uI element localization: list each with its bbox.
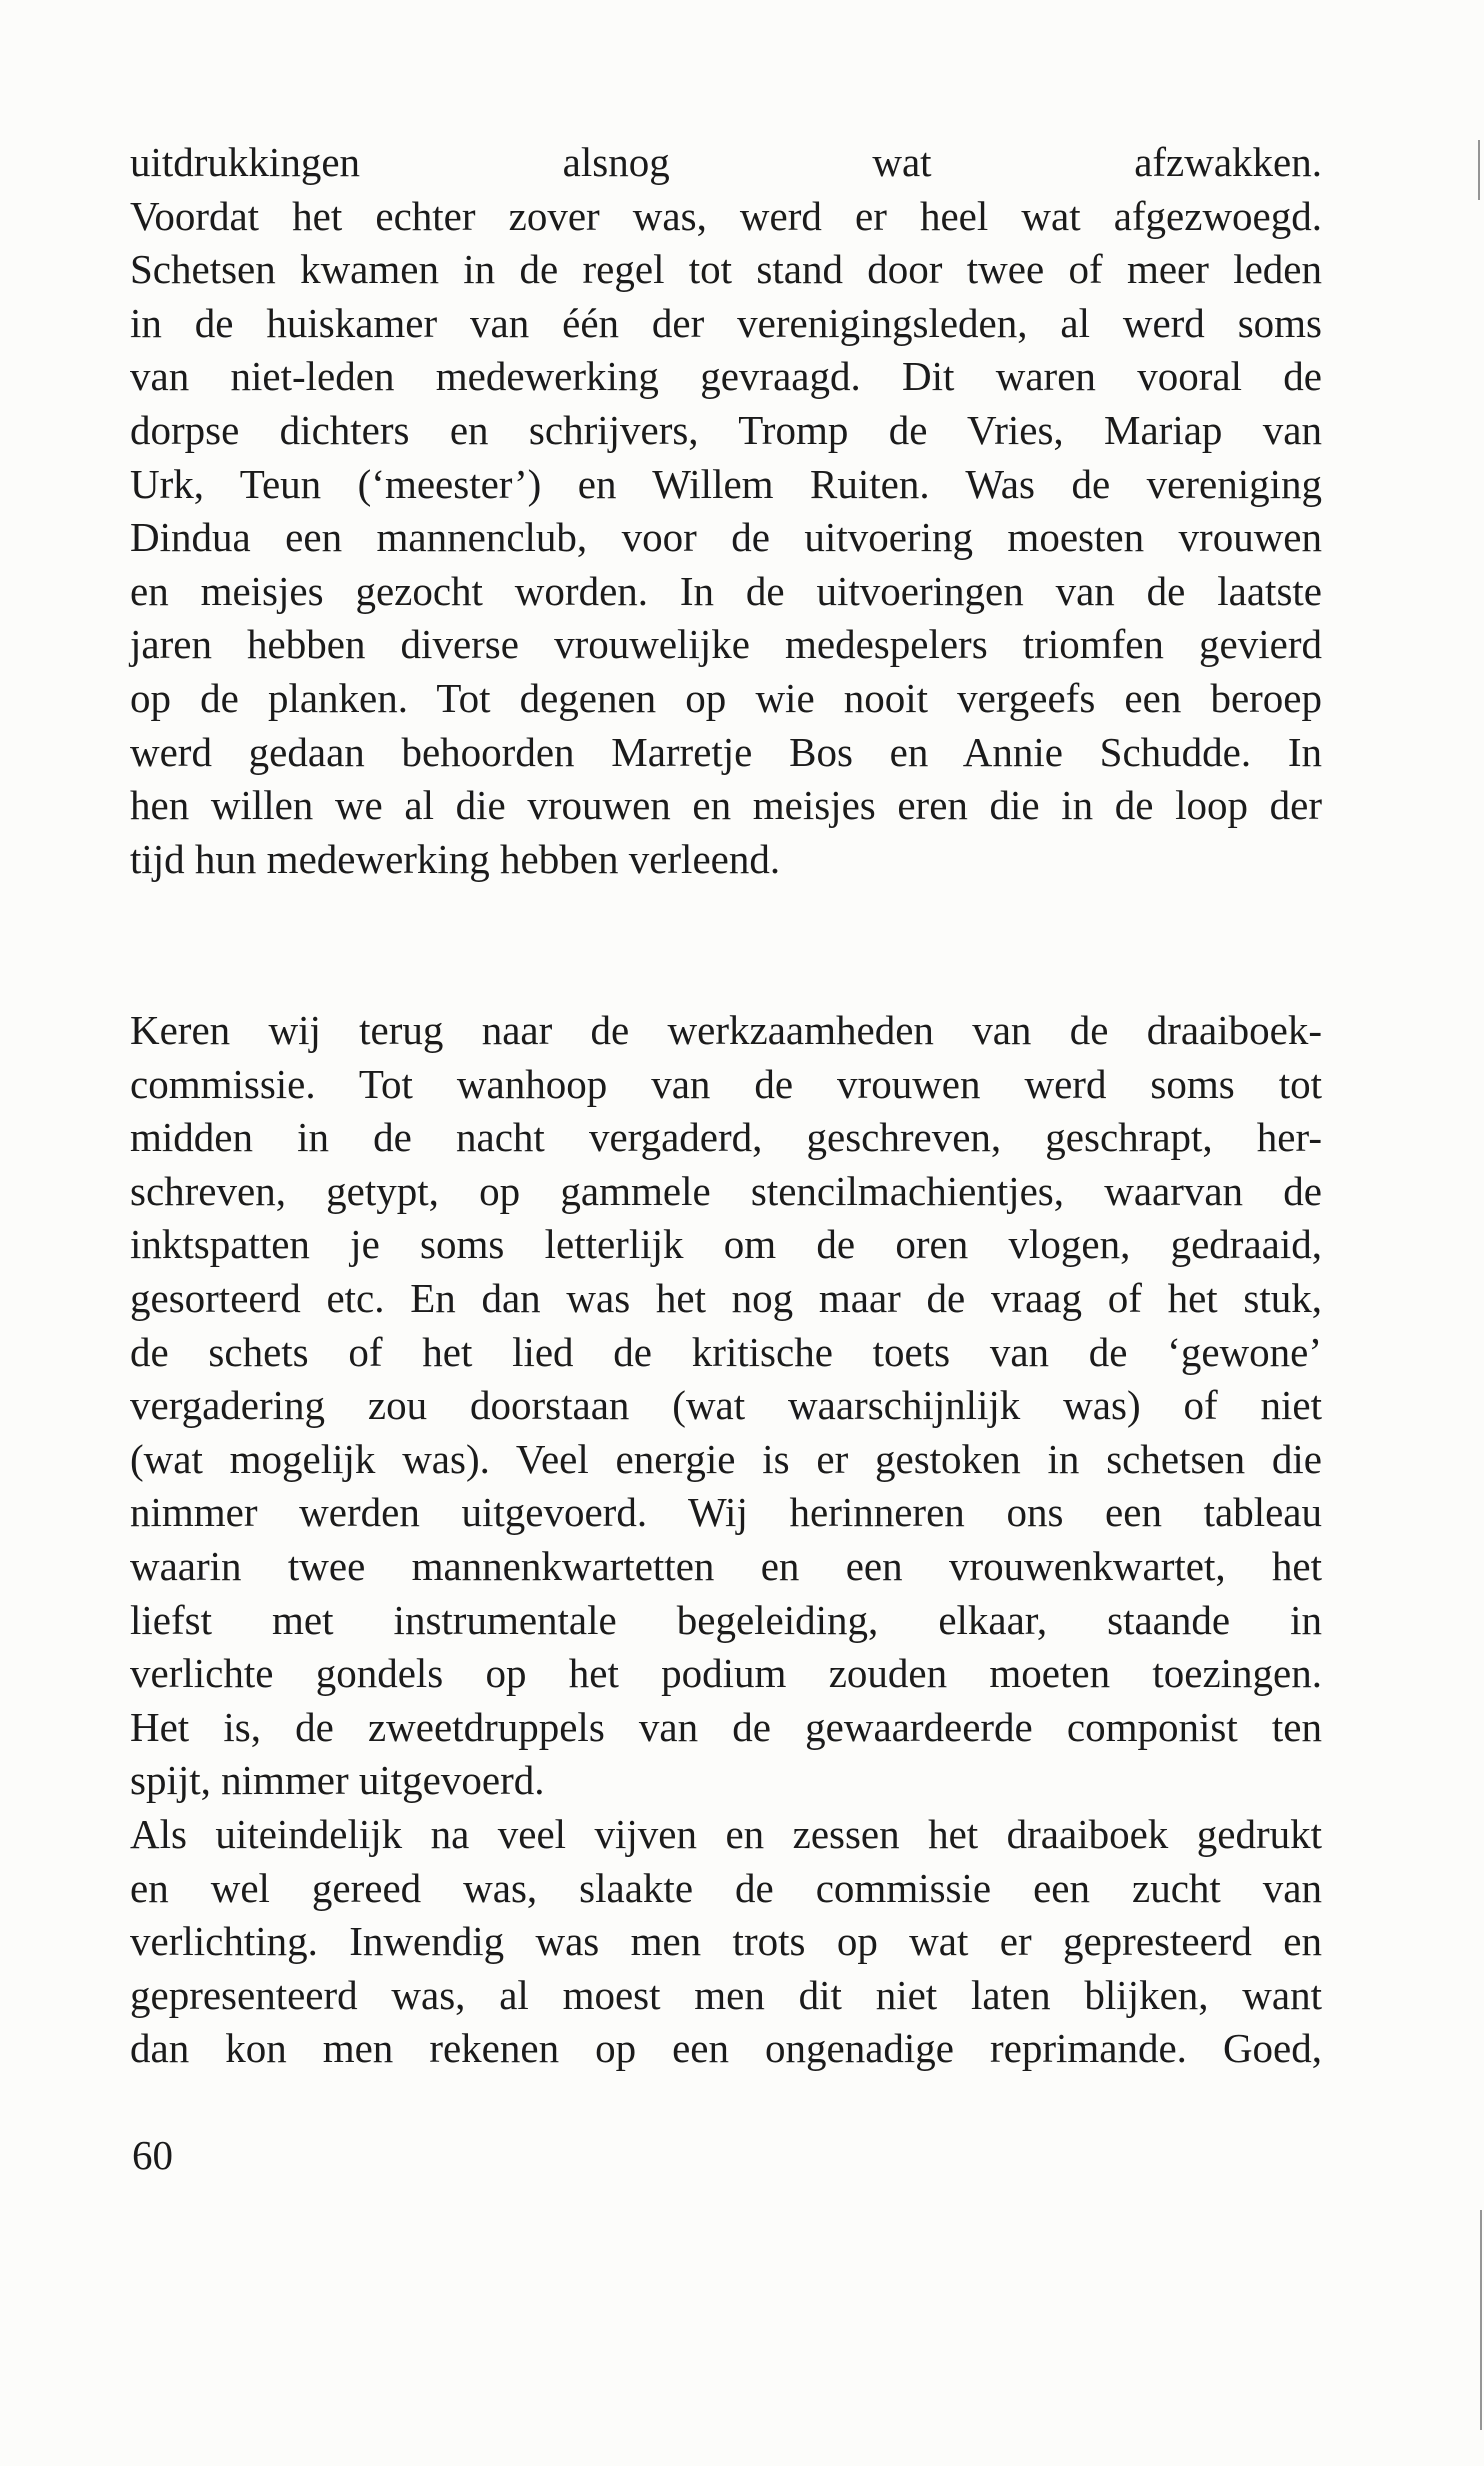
text-line: Voordat het echter zover was, werd er heel wat afgezwoegd. [130,192,1322,239]
text-line: verlichting. Inwendig was men trots op wat er gepresteerd en [130,1918,1322,1965]
text-line: hen willen we al die vrouwen en meisjes eren die in de loop der [130,782,1322,829]
text-line: inktspatten je soms letterlijk om de oren vlogen, gedraaid, [130,1221,1322,1268]
text-line: dorpse dichters en schrijvers, Tromp de Vries, Mariap van [130,406,1322,453]
text-line: en meisjes gezocht worden. In de uitvoeringen van de laatste [130,567,1322,614]
text-line: de schets of het lied de kritische toets van de ‘gewone’ [130,1328,1322,1375]
text-line: Keren wij terug naar de werkzaamheden van de draaiboek- [130,1007,1322,1053]
text-line: en wel gereed was, slaakte de commissie een zucht van [130,1864,1322,1911]
text-line: gesorteerd etc. En dan was het nog maar de vraag of het stuk, [130,1274,1322,1321]
text-line: dan kon men rekenen op een ongenadige reprimande. Goed, [130,2025,1322,2072]
text-line: liefst met instrumentale begeleiding, elkaar, staande in [130,1596,1322,1643]
text-line: waarin twee mannenkwartetten en een vrouwenkwartet, het [130,1542,1322,1589]
text-line: in de huiskamer van één der verenigingsleden, al werd soms [130,299,1322,346]
text-line: schreven, getypt, op gammele stencilmachientjes, waarvan de [130,1167,1322,1214]
text-line: jaren hebben diverse vrouwelijke medespelers triomfen gevierd [130,621,1322,668]
paragraph-2 [130,1004,1322,2076]
text-line: werd gedaan behoorden Marretje Bos en Annie Schudde. In [130,728,1322,775]
text-line: Het is, de zweetdruppels van de gewaardeerde componist ten [130,1703,1322,1750]
text-line: tijd hun medewerking hebben verleend. [130,835,781,882]
scan-edge-mark [1478,140,1480,200]
text-line: commissie. Tot wanhoop van de vrouwen werd soms tot [130,1060,1322,1107]
text-line: uitdrukkingen alsnog wat afzwakken. [130,139,1322,185]
text-line: vergadering zou doorstaan (wat waarschijnlijk was) of niet [130,1382,1322,1429]
text-line: Als uiteindelijk na veel vijven en zessen het draaiboek gedrukt [130,1810,1322,1857]
paragraph-1 [130,136,1322,886]
text-line: Urk, Teun (‘meester’) en Willem Ruiten. Was de vereniging [130,460,1322,507]
text-line: Schetsen kwamen in de regel tot stand door twee of meer leden [130,246,1322,293]
text-line: spijt, nimmer uitgevoerd. [130,1757,545,1804]
text-line: gepresenteerd was, al moest men dit niet laten blijken, want [130,1971,1322,2018]
page-number: 60 [132,2132,173,2178]
text-line: van niet-leden medewerking gevraagd. Dit waren vooral de [130,353,1322,400]
text-line: (wat mogelijk was). Veel energie is er gestoken in schetsen die [130,1435,1322,1482]
scan-edge-mark [1480,2210,1482,2430]
text-line: verlichte gondels op het podium zouden moeten toezingen. [130,1650,1322,1697]
text-line: op de planken. Tot degenen op wie nooit vergeefs een beroep [130,674,1322,721]
text-line: midden in de nacht vergaderd, geschreven, geschrapt, her- [130,1114,1322,1161]
text-line: nimmer werden uitgevoerd. Wij herinneren ons een tableau [130,1489,1322,1536]
text-line: Dindua een mannenclub, voor de uitvoering moesten vrouwen [130,514,1322,561]
